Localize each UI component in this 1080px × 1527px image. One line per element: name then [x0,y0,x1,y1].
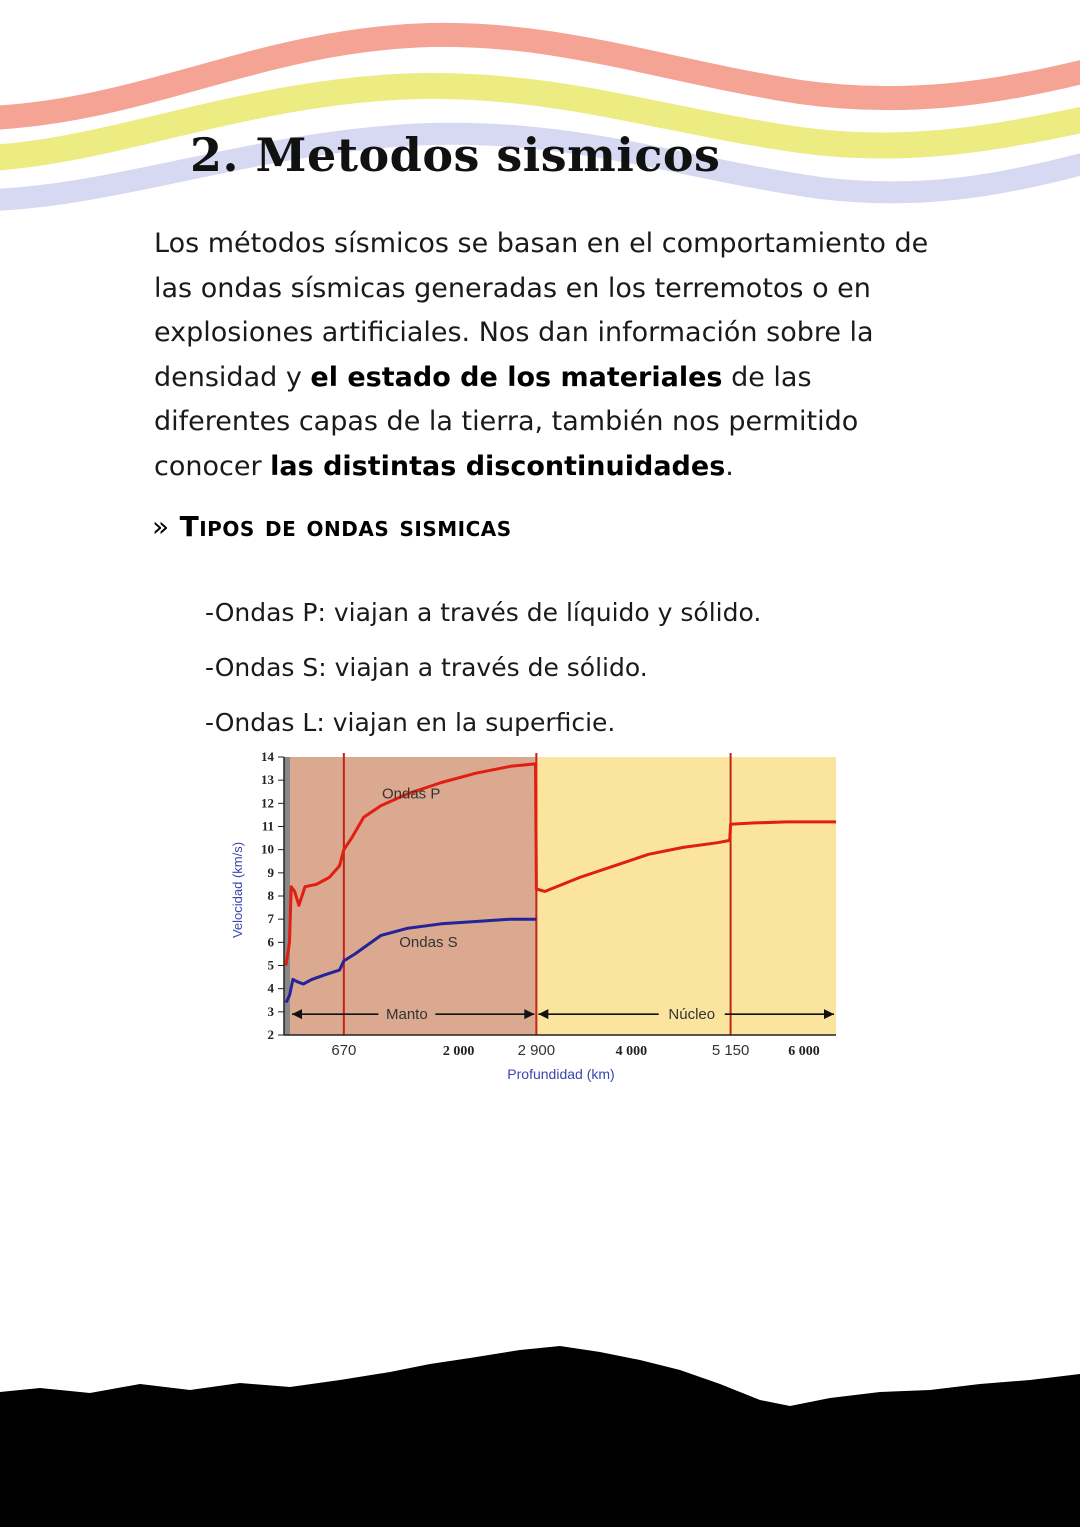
series-label-p-waves: Ondas P [381,785,441,803]
y-tick-label-3: 3 [267,1003,274,1019]
y-tick-label-13: 13 [261,772,274,788]
y-tick-label-10: 10 [261,841,274,857]
intro-text-2: de las diferentes capas de la tierra, también nos permitido conocer [154,361,859,482]
y-tick-label-6: 6 [267,934,274,950]
y-tick-label-9: 9 [267,864,274,880]
y-tick-label-7: 7 [267,911,274,927]
mountain-silhouette [0,1340,1080,1527]
x-tick-label-2900: 2 900 [517,1042,556,1059]
y-tick-label-14: 14 [261,749,274,764]
x-axis-label: Profundidad (km) [507,1066,615,1082]
header-wave-stripes [0,0,1080,240]
mantle-label: Manto [386,1006,428,1024]
y-tick-label-8: 8 [267,888,274,903]
y-tick-label-4: 4 [267,980,274,996]
intro-bold-discontinuities: las distintas discontinuidades [270,450,726,482]
y-tick-label-2: 2 [267,1027,274,1042]
section-title: Tipos de ondas sismicas [179,510,512,543]
x-tick-label-6000: 6 000 [788,1044,820,1059]
intro-bold-materials: el estado de los materiales [310,361,723,393]
chevron-right-icon: » [152,510,170,543]
intro-text-3: . [725,450,734,482]
y-tick-label-11: 11 [261,818,274,834]
intro-paragraph [154,222,934,489]
seismic-velocity-chart [220,745,860,1090]
x-tick-label-670: 670 [331,1042,357,1059]
y-axis-label: Velocidad (km/s) [230,841,245,939]
page-title: 2. Metodos sismicos [190,128,721,182]
x-tick-label-4000: 4 000 [615,1044,648,1059]
y-tick-label-12: 12 [261,795,274,811]
x-tick-label-2000: 2 000 [442,1044,475,1059]
list-item-p-waves: -Ondas P: viajan a través de líquido y sólido. [205,598,762,627]
list-item-l-waves: -Ondas L: viajan en la superficie. [205,708,616,737]
series-label-s-waves: Ondas S [399,933,458,951]
core-label: Núcleo [668,1006,716,1024]
intro-text-1: Los métodos sísmicos se basan en el comportamiento de las ondas sísmicas generadas en los terremotos o en explosiones artificiales. Nos dan información sobre la densidad y [154,228,929,393]
x-tick-label-5150: 5 150 [711,1042,750,1059]
wave-types-list [205,585,761,750]
y-tick-label-5: 5 [267,957,274,973]
list-item-s-waves: -Ondas S: viajan a través de sólido. [205,653,648,682]
section-heading [152,510,512,543]
region-core [536,757,836,1035]
